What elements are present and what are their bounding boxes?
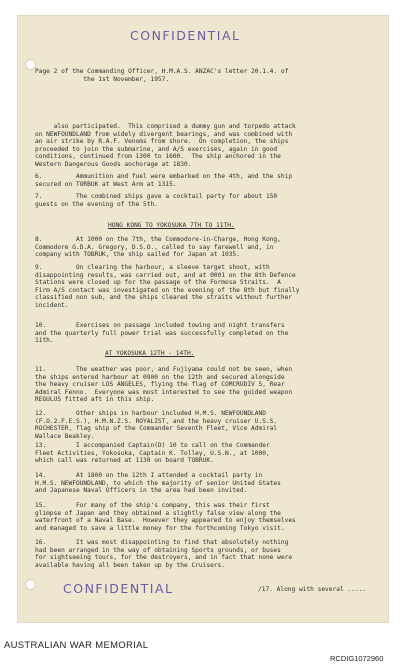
paragraph-14: 14. At 1800 on the 12th I attended a cocktail party in H.M.S. NEWFOUNDLAND, to which the majority of senior United States and Japanese Naval Officers in the area had been invited. xyxy=(35,472,281,495)
archive-credit: AUSTRALIAN WAR MEMORIAL xyxy=(4,640,149,651)
section-heading-hong-kong: HONG KONG TO YOKOSUKA 7TH TO 11TH. xyxy=(108,222,235,229)
archive-id: RCDIG1072960 xyxy=(330,654,384,663)
continuation-note: /17. Along with several ..... xyxy=(258,586,367,593)
paragraph-10: 10. Exercises on passage included towing and night transfers and the quarterly full power trial was successfully completed on the 11th. xyxy=(35,322,289,345)
paragraph-15: 15. For many of the ship's company, this was their first glimpse of Japan and they obtained a slightly false view along the waterfront of a Naval Base. However they appeared to enjoy themselves and managed to save a little money for the forthcoming Tokyo visit. xyxy=(35,502,296,532)
paragraph-continued: also participated. This comprised a dummy gun and torpedo attack on NEWFOUNDLAND from widely divergent bearings, and was combined with an air strike by R.A.F. Venoms from shore. On completion, the ships proceeded to join the submarine, and A/S exercises, again in good conditions, continued from 1300 to 1600. The ship anchored in the Western Dangerous Goods anchorage at 1830. xyxy=(35,123,296,168)
confidential-stamp: CONFIDENTIAL xyxy=(130,28,241,43)
paragraph-6: 6. Ammunition and fuel were embarked on the 4th, and the ship secured on TORBUK at West Arm at 1315. xyxy=(35,173,293,188)
section-heading-yokosuka: AT YOKOSUKA 12TH - 14TH. xyxy=(105,350,195,357)
punch-hole xyxy=(25,579,36,590)
paragraph-12: 12. Other ships in harbour included H.M.S. NEWFOUNDLAND (F.O.2.F.E.S.), H.M.N.Z.S. ROYALIST, and the heavy cruiser U.S.S. ROCHESTER, flag ship of the Commander Seventh Fleet, Vice Admiral Wallace Beakley. xyxy=(35,410,278,440)
paragraph-9: 9. On clearing the harbour, a sleeve target shoot, with disappointing results, was carried out, and at 0001 on the 8th Defence Stations were closed up for the passage of the Formosa Straits. A Firm A/S contact was investigated on the evening of the 8th but finally classified non sub, and the ships cleared the straits without further incident. xyxy=(35,264,300,309)
paragraph-13: 13. I accompanied Captain(D) 10 to call on the Commander Fleet Activities, Yokosuka, Captain K. Tolley, U.S.N., at 1000, which call was returned at 1130 on board TOBRUK. xyxy=(35,442,270,465)
paragraph-11: 11. The weather was poor, and Fujiyama could not be seen, when the ships entered harbour at 0900 on the 12th and secured alongside the heavy cruiser LOS ANGELES, flying the flag of COMCRUDIV 5, Rear Admiral Fenno. Everyone was most interested to see the guided weapon REGULUS fitted aft in this ship. xyxy=(35,366,293,404)
letter-header: Page 2 of the Commanding Officer, H.M.A.S. ANZAC's letter 20.1.4. of the 1st November, 1957. xyxy=(35,68,289,83)
paragraph-7: 7. The combined ships gave a cocktail party for about 150 guests on the evening of the 5th. xyxy=(35,193,278,208)
paragraph-16: 16. It was most disappointing to find that absolutely nothing had been arranged in the way of obtaining Sports grounds, or buses for sightseeing tours, for the destroyers, and in fact that none were available having all been taken up by the Cruisers. xyxy=(35,539,293,569)
paragraph-8: 8. At 1000 on the 7th, the Commodore-in-Charge, Hong Kong, Commodore G.D.A. Gregory, D.S.O., called to say farewell and, in company with TOBRUK, the ship sailed for Japan at 1035. xyxy=(35,236,281,259)
confidential-stamp-bottom: CONFIDENTIAL xyxy=(63,581,174,596)
